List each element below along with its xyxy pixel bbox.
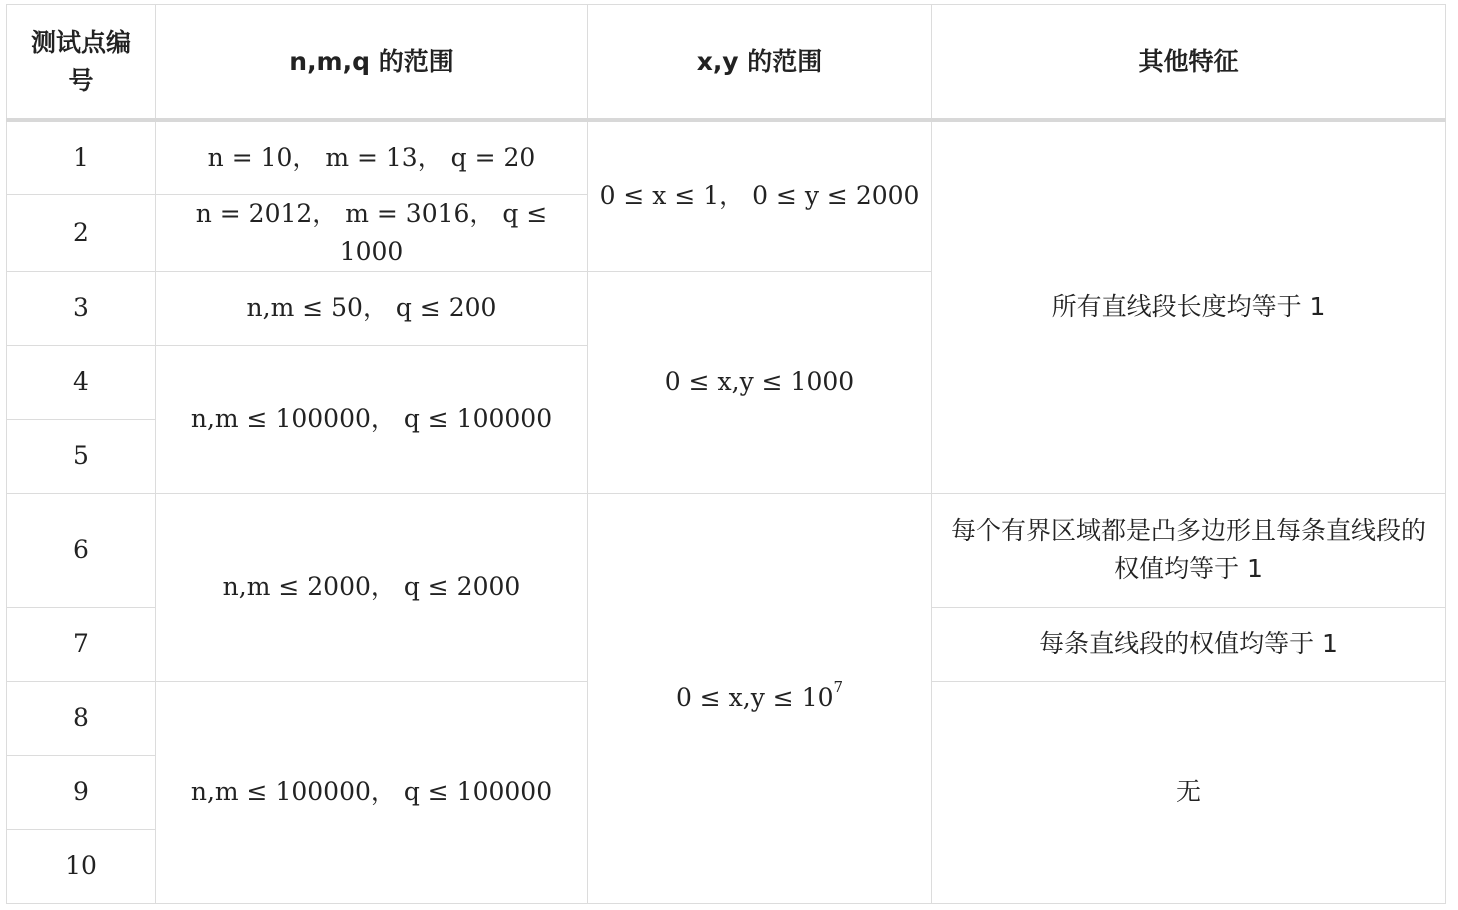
header-xy-range: x,y 的范围 xyxy=(588,5,932,121)
nmq-range-cell: n,m ≤ 100000， q ≤ 100000 xyxy=(156,345,588,493)
case-id-cell: 9 xyxy=(7,755,156,829)
xy-range-base: 0 ≤ x,y ≤ 10 xyxy=(675,683,834,712)
table-row xyxy=(7,493,1446,607)
nmq-range-cell: n,m ≤ 2000， q ≤ 2000 xyxy=(156,493,588,681)
case-id-cell: 2 xyxy=(7,194,156,271)
header-nmq-range: n,m,q 的范围 xyxy=(156,5,588,121)
nmq-range-cell: n,m ≤ 100000， q ≤ 100000 xyxy=(156,681,588,903)
table-body xyxy=(7,120,1446,903)
constraints-table xyxy=(6,4,1446,904)
case-id-cell: 4 xyxy=(7,345,156,419)
table-header xyxy=(7,5,1446,121)
other-features-cell: 所有直线段长度均等于 1 xyxy=(932,120,1446,493)
other-features-cell: 每条直线段的权值均等于 1 xyxy=(932,607,1446,681)
xy-range-cell: 0 ≤ x,y ≤ 1000 xyxy=(588,271,932,493)
xy-range-cell: 0 ≤ x ≤ 1， 0 ≤ y ≤ 2000 xyxy=(588,120,932,271)
case-id-cell: 1 xyxy=(7,120,156,194)
nmq-range-cell: n,m ≤ 50， q ≤ 200 xyxy=(156,271,588,345)
other-features-cell: 无 xyxy=(932,681,1446,903)
xy-range-exponent: 7 xyxy=(833,678,844,696)
case-id-cell: 6 xyxy=(7,493,156,607)
other-features-cell: 每个有界区域都是凸多边形且每条直线段的权值均等于 1 xyxy=(932,493,1446,607)
table-row xyxy=(7,120,1446,194)
case-id-cell: 8 xyxy=(7,681,156,755)
xy-range-cell xyxy=(588,493,932,903)
case-id-cell: 3 xyxy=(7,271,156,345)
case-id-cell: 7 xyxy=(7,607,156,681)
header-row xyxy=(7,5,1446,121)
nmq-range-cell: n = 2012， m = 3016， q ≤ 1000 xyxy=(156,194,588,271)
case-id-cell: 10 xyxy=(7,829,156,903)
header-other-features: 其他特征 xyxy=(932,5,1446,121)
case-id-cell: 5 xyxy=(7,419,156,493)
header-case-id: 测试点编号 xyxy=(7,5,156,121)
nmq-range-cell: n = 10， m = 13， q = 20 xyxy=(156,120,588,194)
